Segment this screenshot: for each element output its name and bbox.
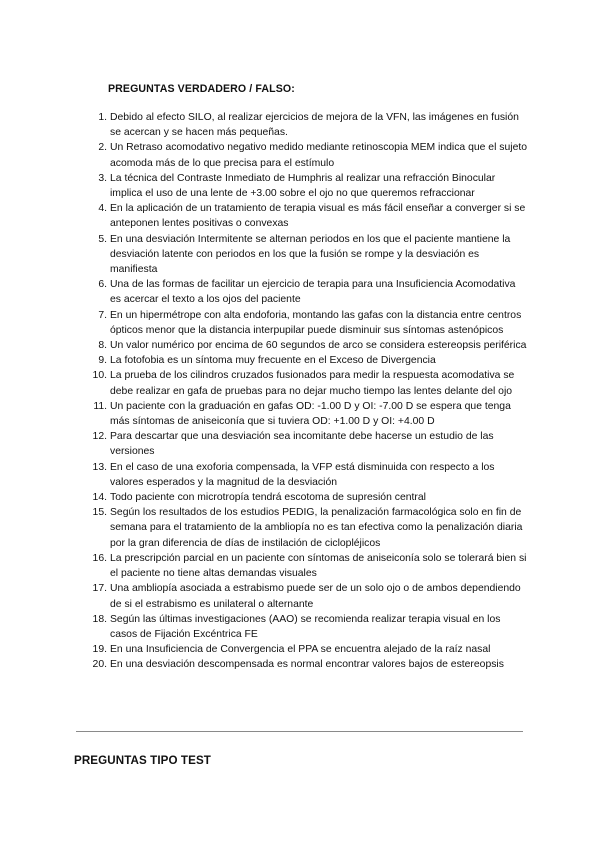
question-item — [88, 642, 528, 657]
question-text: Según los resultados de los estudios PEDIG, la penalización farmacológica solo en fin de semana para el tratamiento de la ambliopía no es tan efectiva como la penalización diaria por la gran diferencia de días de instilación de ciclopléjicos — [110, 507, 523, 549]
question-item — [88, 460, 528, 490]
question-number: 15. — [92, 507, 107, 519]
question-item — [88, 429, 528, 459]
question-number: 19. — [92, 644, 107, 656]
question-item — [88, 581, 528, 611]
question-number: 11. — [93, 400, 107, 412]
question-item — [88, 232, 528, 278]
question-text: Todo paciente con microtropía tendrá escotoma de supresión central — [110, 492, 426, 504]
question-text: Un paciente con la graduación en gafas OD: -1.00 D y OI: -7.00 D se espera que tenga más síntomas de aniseiconía que si tuviera OD: +1.00 D y OI: +4.00 D — [110, 400, 511, 428]
question-text: La prueba de los cilindros cruzados fusionados para medir la respuesta acomodativa se debe realizar en gafa de pruebas para no dejar mucho tiempo las lentes delante del ojo — [110, 370, 515, 397]
section-title-true-false: PREGUNTAS VERDADERO / FALSO: — [108, 83, 295, 95]
question-text: Una de las formas de facilitar un ejercicio de terapia para una Insuficiencia Acomodativa es acercar el texto a los ojos del paciente — [110, 279, 516, 306]
question-number: 10. — [92, 370, 107, 382]
question-item — [88, 201, 528, 231]
question-number: 12. — [92, 431, 107, 443]
question-item — [88, 171, 528, 201]
question-item — [88, 399, 528, 429]
question-text: En un hipermétrope con alta endoforia, montando las gafas con la distancia entre centros ópticos menor que la distancia interpupilar puede disminuir sus síntomas astenópicos — [110, 309, 522, 336]
question-number: 18. — [92, 613, 107, 625]
question-text: En una desviación descompensada es normal encontrar valores bajos de estereopsis — [110, 659, 504, 671]
question-text: Debido al efecto SILO, al realizar ejercicios de mejora de la VFN, las imágenes en fusión se acercan y se hacen más pequeñas. — [110, 112, 519, 139]
question-item — [88, 338, 528, 353]
question-text: En una desviación Intermitente se alternan periodos en los que el paciente mantiene la desviación latente con periodos en los que la fusión se rompe y la desviación es manifiesta — [110, 233, 511, 276]
question-number: 2. — [98, 142, 107, 154]
question-text: En la aplicación de un tratamiento de terapia visual es más fácil enseñar a converger si se anteponen lentes positivas o convexas — [110, 203, 526, 230]
question-text: Un valor numérico por encima de 60 segundos de arco se considera estereopsis periférica — [110, 340, 527, 352]
question-item — [88, 490, 528, 505]
question-number: 3. — [98, 172, 107, 184]
question-item — [88, 551, 528, 581]
question-text: La fotofobia es un síntoma muy frecuente en el Exceso de Divergencia — [110, 355, 436, 367]
question-number: 7. — [98, 309, 107, 321]
question-number: 5. — [98, 233, 107, 245]
question-number: 8. — [98, 340, 107, 352]
question-number: 20. — [92, 659, 107, 671]
question-item — [88, 612, 528, 642]
question-text: Una ambliopía asociada a estrabismo puede ser de un solo ojo o de ambos dependiendo de si el estrabismo es unilateral o alternante — [110, 583, 521, 610]
question-number: 14. — [92, 492, 107, 504]
question-number: 16. — [92, 552, 107, 564]
question-number: 1. — [98, 112, 107, 123]
question-text: Para descartar que una desviación sea incomitante debe hacerse un estudio de las versiones — [110, 431, 494, 458]
question-item — [88, 353, 528, 368]
question-text: Un Retraso acomodativo negativo medido mediante retinoscopia MEM indica que el sujeto acomoda más de lo que precisa para el estímulo — [110, 142, 528, 169]
question-number: 9. — [98, 355, 107, 367]
question-text: Según las últimas investigaciones (AAO) se recomienda realizar terapia visual en los casos de Fijación Excéntrica FE — [110, 613, 501, 640]
question-text: La técnica del Contraste Inmediato de Humphris al realizar una refracción Binocular implica el uso de una lente de +3.00 sobre el ojo no que queremos refraccionar — [110, 172, 496, 200]
question-item — [88, 308, 528, 338]
question-item — [88, 368, 528, 398]
question-item — [88, 110, 528, 140]
question-number: 13. — [92, 461, 107, 473]
question-item — [88, 505, 528, 551]
question-number: 17. — [92, 583, 107, 595]
section-title-test: PREGUNTAS TIPO TEST — [74, 754, 211, 767]
section-divider — [76, 731, 523, 732]
question-text: En el caso de una exoforia compensada, la VFP está disminuida con respecto a los valores esperados y la magnitud de la desviación — [110, 461, 495, 488]
question-item — [88, 277, 528, 307]
question-number: 4. — [98, 203, 107, 215]
question-number: 6. — [98, 279, 107, 291]
question-text: En una Insuficiencia de Convergencia el PPA se encuentra alejado de la raíz nasal — [110, 644, 491, 656]
question-list — [88, 110, 528, 673]
question-item — [88, 657, 528, 672]
question-text: La prescripción parcial en un paciente con síntomas de aniseiconía solo se tolerará bien si el paciente no tiene altas demandas visuales — [110, 552, 527, 580]
question-item — [88, 140, 528, 170]
